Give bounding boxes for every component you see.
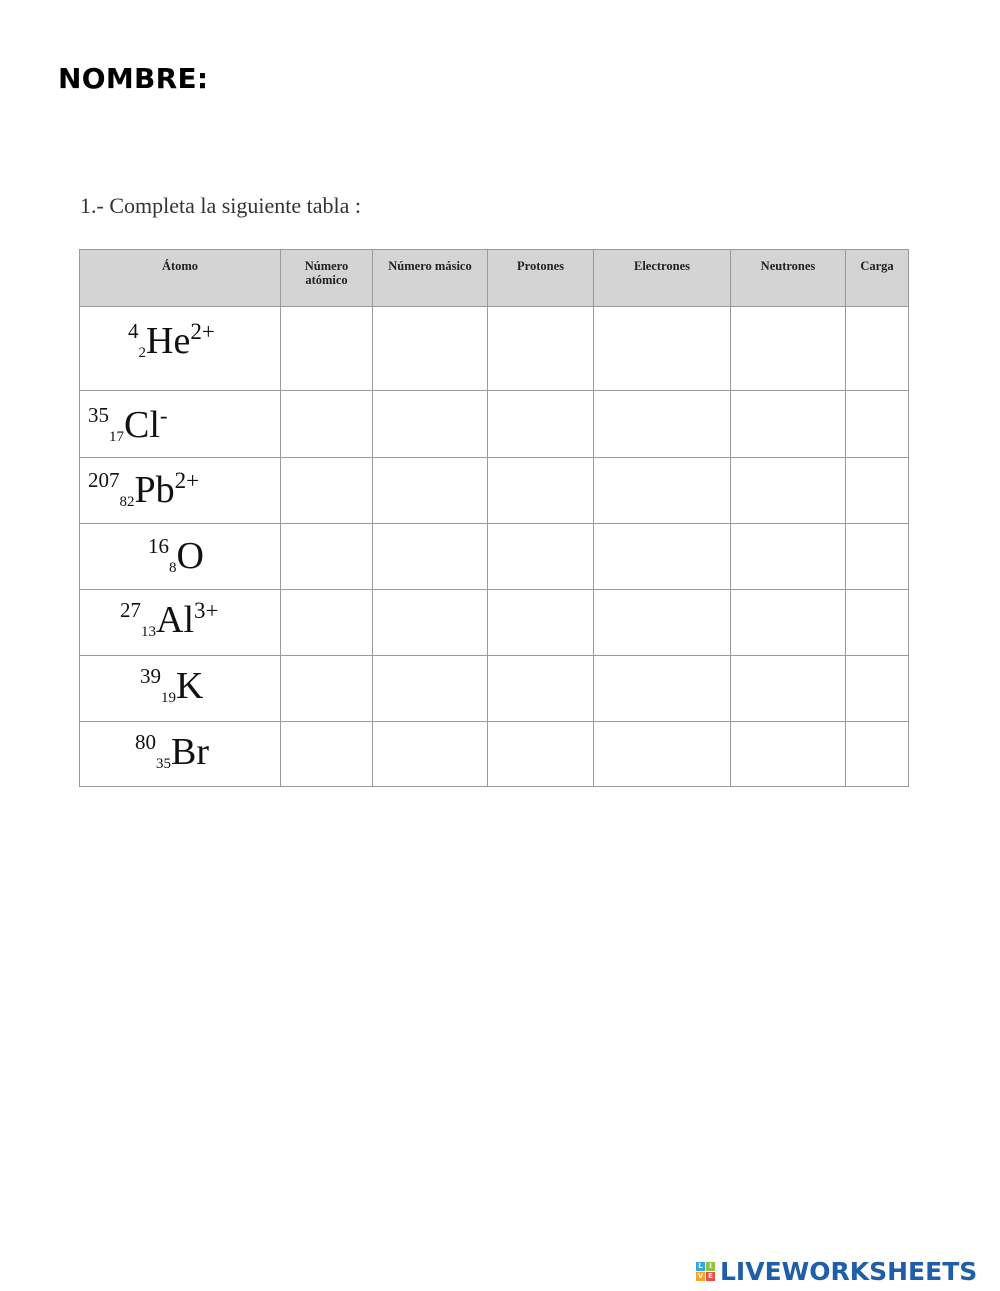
answer-cell[interactable] <box>281 656 373 722</box>
ion-charge: 3+ <box>194 598 219 623</box>
atom-cell-aluminium <box>80 590 281 656</box>
answer-cell[interactable] <box>731 307 846 391</box>
answer-cell[interactable] <box>488 722 594 787</box>
answer-cell[interactable] <box>731 524 846 590</box>
logo-tile-l: L <box>696 1262 705 1271</box>
answer-cell[interactable] <box>594 722 731 787</box>
logo-tile-e: E <box>706 1272 715 1281</box>
element-symbol: K <box>176 665 204 707</box>
logo-tile-v: V <box>697 1271 704 1280</box>
element-symbol: Cl <box>124 404 160 446</box>
atom-cell-oxygen <box>80 524 281 590</box>
atoms-table <box>79 249 909 787</box>
atom-cell-chlorine <box>80 391 281 458</box>
atom-cell-bromine <box>80 722 281 787</box>
column-header-electrones: Electrones <box>594 250 731 307</box>
answer-cell[interactable] <box>594 656 731 722</box>
answer-cell[interactable] <box>488 656 594 722</box>
answer-cell[interactable] <box>281 307 373 391</box>
answer-cell[interactable] <box>488 458 594 524</box>
atomic-number: 19 <box>161 690 176 706</box>
table-row <box>80 307 909 391</box>
answer-cell[interactable] <box>846 590 909 656</box>
mass-number: 35 <box>88 403 109 427</box>
answer-cell[interactable] <box>488 307 594 391</box>
answer-cell[interactable] <box>373 656 488 722</box>
table-row <box>80 524 909 590</box>
mass-number: 80 <box>135 730 156 754</box>
answer-cell[interactable] <box>281 391 373 458</box>
answer-cell[interactable] <box>373 524 488 590</box>
mass-number: 207 <box>88 468 120 492</box>
answer-cell[interactable] <box>731 391 846 458</box>
column-header-numero-atomico: Número atómico <box>281 250 373 307</box>
atomic-number: 82 <box>119 494 135 510</box>
atomic-number: 8 <box>169 560 177 576</box>
answer-cell[interactable] <box>594 590 731 656</box>
column-header-numero-masico: Número másico <box>373 250 488 307</box>
table-row <box>80 391 909 458</box>
answer-cell[interactable] <box>488 590 594 656</box>
ion-charge: 2+ <box>174 468 200 493</box>
answer-cell[interactable] <box>594 524 731 590</box>
atomic-number: 2 <box>138 345 146 361</box>
element-symbol: Br <box>171 731 209 773</box>
answer-cell[interactable] <box>281 722 373 787</box>
answer-cell[interactable] <box>488 524 594 590</box>
atomic-number: 17 <box>109 429 124 445</box>
answer-cell[interactable] <box>373 307 488 391</box>
answer-cell[interactable] <box>731 656 846 722</box>
table-row <box>80 590 909 656</box>
column-header-neutrones: Neutrones <box>731 250 846 307</box>
atom-cell-potassium <box>80 656 281 722</box>
element-symbol: O <box>176 535 204 577</box>
answer-cell[interactable] <box>846 391 909 458</box>
answer-cell[interactable] <box>846 722 909 787</box>
answer-cell[interactable] <box>488 391 594 458</box>
answer-cell[interactable] <box>846 524 909 590</box>
table-row <box>80 458 909 524</box>
atom-cell-helium <box>80 307 281 391</box>
table-row <box>80 722 909 787</box>
answer-cell[interactable] <box>731 458 846 524</box>
answer-cell[interactable] <box>594 307 731 391</box>
column-header-protones: Protones <box>488 250 594 307</box>
table-row <box>80 656 909 722</box>
instruction-text: 1.- Completa la siguiente tabla : <box>80 193 362 218</box>
answer-cell[interactable] <box>846 307 909 391</box>
element-symbol: He <box>146 320 191 362</box>
element-symbol: Al <box>156 599 194 641</box>
answer-cell[interactable] <box>281 524 373 590</box>
answer-cell[interactable] <box>731 722 846 787</box>
answer-cell[interactable] <box>594 458 731 524</box>
atomic-number: 35 <box>156 756 171 772</box>
mass-number: 39 <box>140 664 161 688</box>
liveworksheets-logo-icon <box>696 1262 715 1281</box>
name-label: NOMBRE: <box>58 62 209 95</box>
column-header-atomo: Átomo <box>80 250 281 307</box>
answer-cell[interactable] <box>731 590 846 656</box>
column-header-carga: Carga <box>846 250 909 307</box>
answer-cell[interactable] <box>846 656 909 722</box>
answer-cell[interactable] <box>373 391 488 458</box>
ion-charge: - <box>159 403 168 428</box>
mass-number: 16 <box>148 534 169 558</box>
mass-number: 4 <box>128 319 139 343</box>
logo-tile-i: I <box>706 1262 715 1271</box>
answer-cell[interactable] <box>594 391 731 458</box>
answer-cell[interactable] <box>373 722 488 787</box>
answer-cell[interactable] <box>846 458 909 524</box>
atomic-number: 13 <box>141 624 156 640</box>
answer-cell[interactable] <box>373 590 488 656</box>
answer-cell[interactable] <box>373 458 488 524</box>
atom-cell-lead <box>80 458 281 524</box>
element-symbol: Pb <box>134 469 175 511</box>
liveworksheets-brand <box>696 1256 977 1286</box>
table-header-row <box>80 250 909 307</box>
answer-cell[interactable] <box>281 458 373 524</box>
answer-cell[interactable] <box>281 590 373 656</box>
mass-number: 27 <box>120 598 141 622</box>
ion-charge: 2+ <box>190 319 215 344</box>
brand-name: LIVEWORKSHEETS <box>720 1256 978 1286</box>
